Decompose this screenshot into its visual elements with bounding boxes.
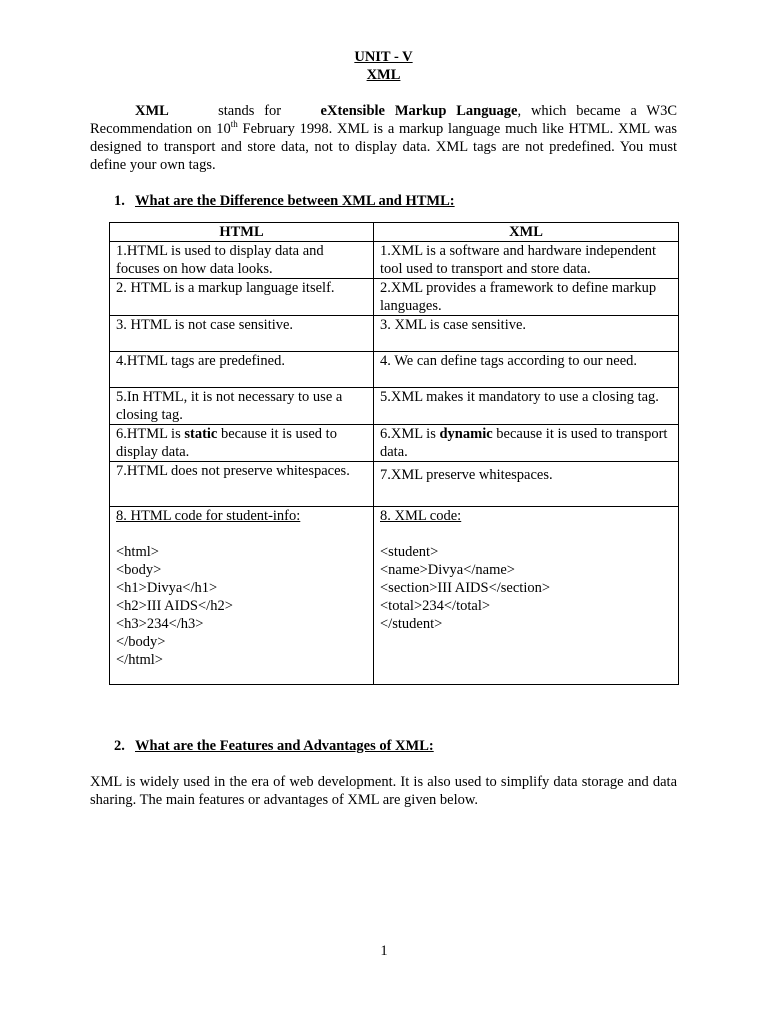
html-code-line: <body> <box>116 562 162 578</box>
table-row <box>110 316 679 352</box>
table-row <box>110 352 679 388</box>
cell-html-6-bold: static <box>184 426 218 442</box>
html-code-line: </body> <box>116 634 166 650</box>
xml-code-line: <name>Divya</name> <box>380 562 515 578</box>
section-1-heading <box>114 192 677 210</box>
section-2-title: What are the Features and Advantages of XML: <box>135 738 434 754</box>
html-code-title: 8. HTML code for student-info: <box>116 508 301 524</box>
header-xml: XML <box>374 223 679 242</box>
section-2-heading <box>114 737 677 755</box>
table-row <box>110 388 679 425</box>
cell-xml-code <box>374 507 679 685</box>
html-code-line: </html> <box>116 652 163 668</box>
document-page <box>90 48 677 809</box>
cell-xml-6-post: because it is used to transport data. <box>380 426 668 460</box>
intro-paragraph <box>90 102 677 174</box>
xml-code-line: <section>III AIDS</section> <box>380 580 551 596</box>
cell-html-1: 1.HTML is used to display data and focuses on how data looks. <box>110 242 374 279</box>
cell-html-7: 7.HTML does not preserve whitespaces. <box>110 462 374 507</box>
cell-html-6-pre: 6.HTML is <box>116 426 185 442</box>
section-1-title: What are the Difference between XML and HTML: <box>135 193 455 209</box>
intro-term: XML <box>135 103 169 119</box>
table-header-row <box>110 223 679 242</box>
cell-html-6-post: because it is used to display data. <box>116 426 337 460</box>
intro-superscript: th <box>230 119 238 129</box>
cell-html-code <box>110 507 374 685</box>
cell-html-5: 5.In HTML, it is not necessary to use a closing tag. <box>110 388 374 425</box>
intro-expansion: eXtensible Markup Language <box>320 103 518 119</box>
section-1-number: 1. <box>114 193 125 209</box>
xml-code-title: 8. XML code: <box>380 508 462 524</box>
intro-w1: stands for <box>218 103 282 119</box>
table-row <box>110 462 679 507</box>
cell-html-2: 2. HTML is a markup language itself. <box>110 279 374 316</box>
table-row <box>110 242 679 279</box>
cell-xml-6-bold: dynamic <box>439 426 493 442</box>
table-code-row <box>110 507 679 685</box>
cell-html-4: 4.HTML tags are predefined. <box>110 352 374 388</box>
html-code-line: <h3>234</h3> <box>116 616 204 632</box>
comparison-table <box>109 222 679 685</box>
table-row <box>110 279 679 316</box>
cell-html-6 <box>110 425 374 462</box>
subject-title: XML <box>366 67 401 83</box>
cell-xml-3: 3. XML is case sensitive. <box>374 316 679 352</box>
html-code-line: <h1>Divya</h1> <box>116 580 218 596</box>
page-number: 1 <box>380 943 388 959</box>
html-code-line: <h2>III AIDS</h2> <box>116 598 233 614</box>
section-2-number: 2. <box>114 738 125 754</box>
unit-title: UNIT - V <box>354 49 413 65</box>
cell-xml-6-pre: 6.XML is <box>380 426 440 442</box>
cell-xml-7: 7.XML preserve whitespaces. <box>374 462 679 507</box>
cell-xml-6 <box>374 425 679 462</box>
cell-xml-2: 2.XML provides a framework to define markup languages. <box>374 279 679 316</box>
xml-code-line: <total>234</total> <box>380 598 491 614</box>
section-2-body: XML is widely used in the era of web development. It is also used to simplify data storage and data sharing. The main features or advantages of XML are given below. <box>90 774 677 808</box>
xml-code-line: </student> <box>380 616 443 632</box>
cell-xml-1: 1.XML is a software and hardware independent tool used to transport and store data. <box>374 242 679 279</box>
cell-xml-5: 5.XML makes it mandatory to use a closing tag. <box>374 388 679 425</box>
header-html: HTML <box>110 223 374 242</box>
intro-text-1: , which became a W3C Recommendation on 10 <box>90 103 677 137</box>
xml-code-line: <student> <box>380 544 439 560</box>
cell-xml-4: 4. We can define tags according to our need. <box>374 352 679 388</box>
intro-text-2: February 1998. XML is a markup language much like HTML. XML was designed to transport and store data, not to display data. XML tags are not predefined. You must define your own tags. <box>90 121 677 173</box>
table-row <box>110 425 679 462</box>
html-code-line: <html> <box>116 544 159 560</box>
cell-html-3: 3. HTML is not case sensitive. <box>110 316 374 352</box>
